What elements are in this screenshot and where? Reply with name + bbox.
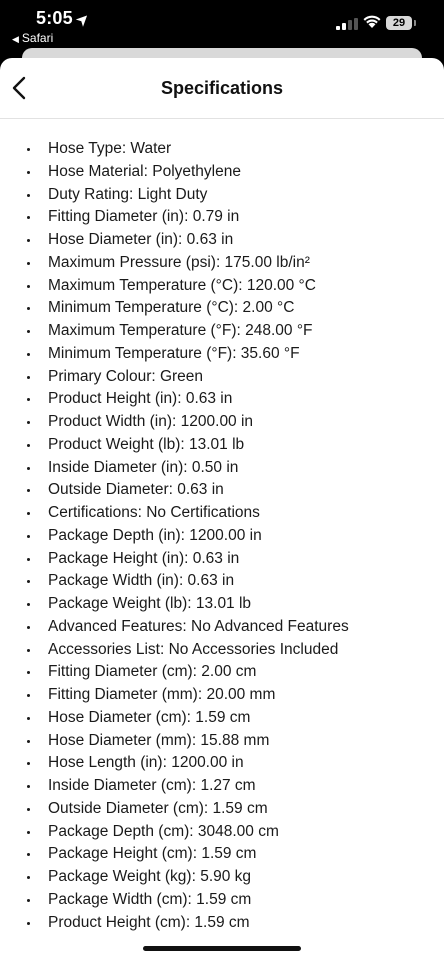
spec-list-item: Maximum Temperature (°C): 120.00 °C: [0, 275, 444, 298]
status-time-text: 5:05: [36, 8, 73, 28]
battery-level: 29: [392, 17, 406, 29]
sheet-header: [0, 58, 444, 119]
cellular-signal-icon: [336, 18, 358, 30]
spec-list-item: Outside Diameter: 0.63 in: [0, 479, 444, 502]
spec-list-item: Duty Rating: Light Duty: [0, 184, 444, 207]
spec-list-item: Fitting Diameter (mm): 20.00 mm: [0, 684, 444, 707]
spec-list-item: Minimum Temperature (°F): 35.60 °F: [0, 343, 444, 366]
back-triangle-icon: ◀: [12, 34, 19, 44]
battery-icon: [386, 16, 412, 30]
back-to-app-button[interactable]: [12, 31, 53, 45]
spec-list-item: Hose Diameter (cm): 1.59 cm: [0, 707, 444, 730]
home-indicator[interactable]: [143, 946, 301, 951]
back-app-label: Safari: [21, 31, 54, 45]
spec-list-item: Hose Diameter (in): 0.63 in: [0, 229, 444, 252]
spec-list-item: Inside Diameter (cm): 1.27 cm: [0, 775, 444, 798]
spec-list-item: Package Width (cm): 1.59 cm: [0, 889, 444, 912]
spec-list-item: Hose Material: Polyethylene: [0, 161, 444, 184]
page-title: Specifications: [160, 78, 284, 98]
spec-list-item: Inside Diameter (in): 0.50 in: [0, 457, 444, 480]
spec-list-item: Minimum Temperature (°C): 2.00 °C: [0, 297, 444, 320]
spec-list-item: Package Weight (kg): 5.90 kg: [0, 866, 444, 889]
spec-list-item: Product Weight (lb): 13.01 lb: [0, 434, 444, 457]
spec-list-item: Package Width (in): 0.63 in: [0, 570, 444, 593]
spec-list-item: Product Height (cm): 1.59 cm: [0, 912, 444, 935]
spec-list-item: Primary Colour: Green: [0, 366, 444, 389]
spec-list-item: Package Height (cm): 1.59 cm: [0, 843, 444, 866]
spec-list-item: Hose Length (in): 1200.00 in: [0, 752, 444, 775]
wifi-icon: [362, 13, 382, 29]
spec-list-item: Package Depth (cm): 3048.00 cm: [0, 821, 444, 844]
spec-list-item: Package Depth (in): 1200.00 in: [0, 525, 444, 548]
spec-list-item: Fitting Diameter (cm): 2.00 cm: [0, 661, 444, 684]
location-arrow-icon: ➤: [72, 9, 93, 30]
spec-list-item: Hose Diameter (mm): 15.88 mm: [0, 730, 444, 753]
status-bar: [0, 0, 444, 52]
spec-list-item: Product Height (in): 0.63 in: [0, 388, 444, 411]
spec-list-item: Fitting Diameter (in): 0.79 in: [0, 206, 444, 229]
specifications-sheet: [0, 58, 444, 960]
spec-list-item: Certifications: No Certifications: [0, 502, 444, 525]
spec-list-item: Outside Diameter (cm): 1.59 cm: [0, 798, 444, 821]
spec-list-item: Product Width (in): 1200.00 in: [0, 411, 444, 434]
spec-list-item: Hose Type: Water: [0, 138, 444, 161]
spec-list-item: Maximum Temperature (°F): 248.00 °F: [0, 320, 444, 343]
status-time: [36, 8, 93, 30]
spec-list: [0, 138, 444, 934]
spec-list-item: Maximum Pressure (psi): 175.00 lb/in²: [0, 252, 444, 275]
spec-list-item: Advanced Features: No Advanced Features: [0, 616, 444, 639]
battery-tip: [414, 20, 416, 26]
spec-list-item: Package Height (in): 0.63 in: [0, 548, 444, 571]
spec-list-item: Package Weight (lb): 13.01 lb: [0, 593, 444, 616]
spec-list-item: Accessories List: No Accessories Included: [0, 639, 444, 662]
